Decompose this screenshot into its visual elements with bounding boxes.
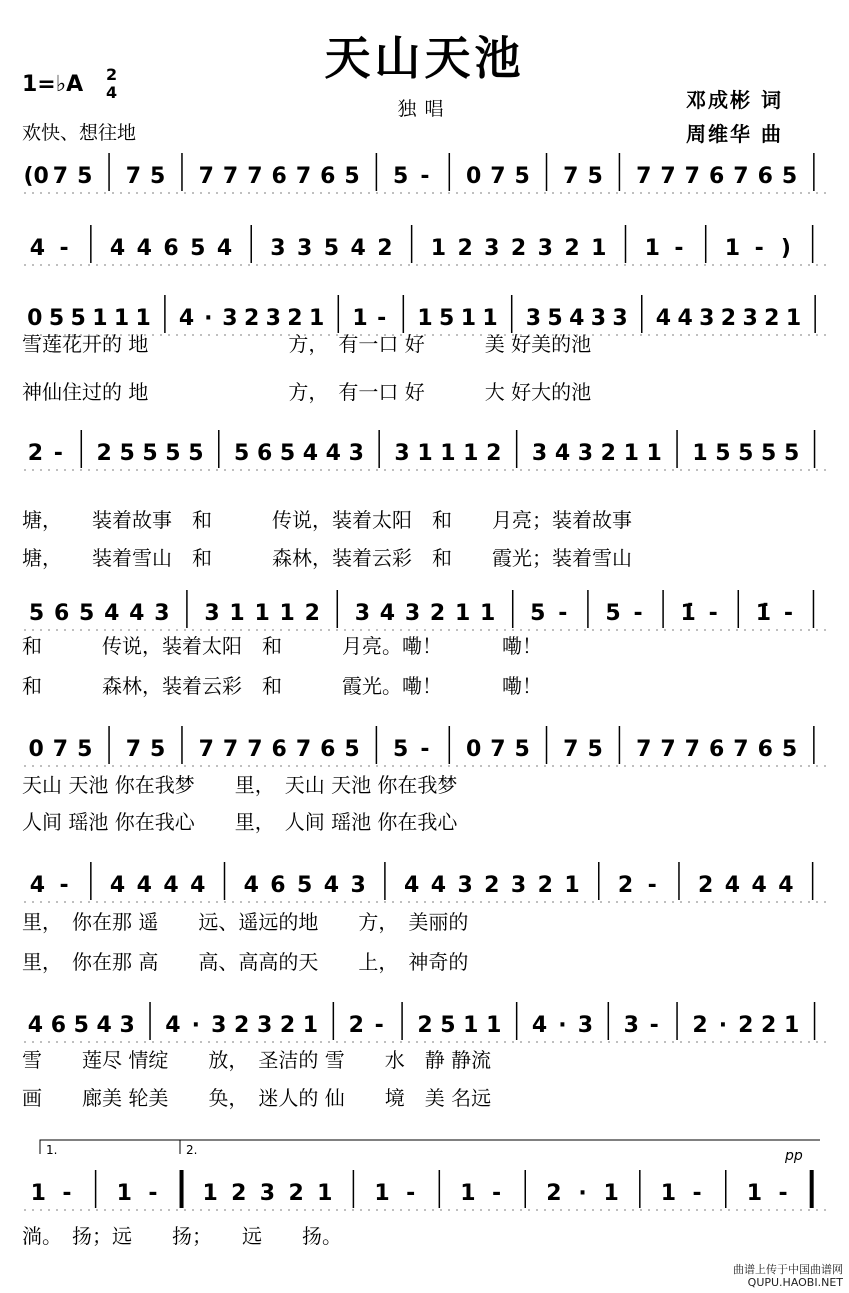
note: - — [420, 164, 430, 189]
note: 5 — [150, 164, 166, 189]
meter-top: 2 — [106, 65, 118, 84]
note: 1̇ — [680, 601, 696, 626]
note: 1 — [480, 601, 496, 626]
note: 5 — [781, 737, 798, 762]
note: - — [649, 1013, 659, 1038]
note: 3 — [590, 306, 607, 331]
note: 2 — [600, 441, 616, 466]
note: 5 — [150, 737, 166, 762]
note: 1 — [646, 441, 662, 466]
note: 5 — [73, 1013, 89, 1038]
note: 1̇ — [755, 601, 771, 626]
note: 6 — [53, 601, 70, 626]
note: 5 — [48, 306, 65, 331]
note: - — [59, 873, 69, 898]
note: 5 — [547, 306, 563, 331]
note: 4 — [430, 873, 447, 898]
note: 5 — [761, 441, 777, 466]
note: 1 — [92, 306, 108, 331]
note: 6 — [708, 164, 725, 189]
note: 3 — [394, 441, 410, 466]
note: 2 — [234, 1013, 250, 1038]
note: · — [191, 1013, 201, 1038]
composer-credit: 周维华 曲 — [686, 122, 783, 146]
lyric-line: 画 廊美 轮美 奂， 迷人的 仙 境 美 名远 — [22, 1086, 492, 1110]
note: 3 — [404, 601, 421, 626]
note: 4 — [531, 1013, 548, 1038]
note: 3 — [256, 1013, 273, 1038]
note: 6 — [320, 164, 336, 189]
note: 2 — [377, 236, 393, 261]
key-signature: 1=♭A — [22, 72, 84, 97]
note: 4 — [163, 873, 179, 898]
note: 3 — [510, 873, 527, 898]
note: 1 — [460, 306, 477, 331]
note: 5 — [439, 306, 455, 331]
note: 5 — [530, 601, 546, 626]
note: 5 — [188, 441, 204, 466]
note: · — [718, 1013, 728, 1038]
note: 3 — [577, 1013, 594, 1038]
note: 7 — [125, 164, 142, 189]
note: 4 — [27, 1013, 44, 1038]
note: 7 — [295, 737, 312, 762]
note: 1 — [644, 236, 660, 261]
note: 5 — [344, 164, 360, 189]
lyricist-credit: 邓成彬 词 — [686, 88, 783, 112]
note: 5 — [514, 737, 530, 762]
volta-bracket-2 — [180, 1140, 820, 1154]
note: 7 — [684, 164, 700, 189]
note: 2 — [279, 1013, 296, 1038]
note: 4 — [190, 873, 206, 898]
note: 1 — [374, 1181, 390, 1206]
note: - — [708, 601, 718, 626]
note: 7 — [733, 164, 749, 189]
note: 5 — [781, 164, 798, 189]
note: 5 — [79, 601, 95, 626]
note: 4 — [403, 873, 420, 898]
note: 4 — [302, 441, 319, 466]
lyric-line: 塘， 装着雪山 和 森林，装着云彩 和 霞光；装着雪山 — [22, 546, 632, 570]
note: - — [374, 1013, 384, 1038]
song-title: 天山天池 — [324, 31, 525, 85]
note: 3 — [348, 441, 364, 466]
note: 1 — [564, 873, 580, 898]
note: 4 — [243, 873, 259, 898]
note: 3 — [531, 441, 548, 466]
note: 7 — [198, 737, 214, 762]
note: 6 — [757, 737, 773, 762]
note: 4 — [677, 306, 693, 331]
note: 5 — [393, 164, 409, 189]
note: 7 — [247, 737, 263, 762]
note: 0 — [28, 737, 44, 762]
note: 7 — [490, 164, 506, 189]
note: 7 — [52, 737, 69, 762]
note: 4 — [136, 873, 152, 898]
lyric-line: 天山 天池 你在我梦 里， 天山 天池 你在我梦 — [22, 773, 458, 797]
lyric-line: 和 森林，装着云彩 和 霞光。嘞！ 嘞！ — [22, 674, 542, 698]
note: 1 — [308, 306, 325, 331]
note: 2 — [617, 873, 634, 898]
note: 2 — [348, 1013, 364, 1038]
note: 4 — [325, 441, 341, 466]
note: 3 — [204, 601, 220, 626]
note: - — [406, 1181, 416, 1206]
note: 5 — [119, 441, 135, 466]
lyric-line: 和 传说，装着太阳 和 月亮。嘞！ 嘞！ — [22, 634, 542, 658]
note: - — [783, 601, 793, 626]
note: 1 — [229, 601, 245, 626]
note: 3 — [222, 306, 238, 331]
watermark-line2: QUPU.HAOBI.NET — [747, 1276, 843, 1289]
note: 4 — [569, 306, 585, 331]
note: - — [558, 601, 568, 626]
note: 3 — [537, 236, 553, 261]
note: 7 — [295, 164, 312, 189]
note: - — [62, 1181, 72, 1206]
watermark-line1: 曲谱上传于中国曲谱网 — [733, 1263, 843, 1276]
note: 3 — [742, 306, 758, 331]
note: 3 — [577, 441, 594, 466]
note: 0 — [465, 164, 482, 189]
note: 1 — [623, 441, 639, 466]
lyric-line: 人间 瑶池 你在我心 里， 人间 瑶池 你在我心 — [22, 810, 458, 834]
note: 1 — [463, 441, 479, 466]
volta-bracket-1 — [40, 1140, 180, 1154]
lyric-line: 淌。 扬；远 扬； 远 扬。 — [22, 1224, 342, 1248]
note: 4 — [29, 236, 46, 261]
watermark — [733, 1263, 843, 1289]
note: 5 — [77, 164, 93, 189]
note: - — [633, 601, 643, 626]
note: 2 — [243, 306, 260, 331]
note: 3 — [154, 601, 170, 626]
note: 1 — [460, 1181, 476, 1206]
note: 1 — [660, 1181, 677, 1206]
note: 3 — [699, 306, 715, 331]
note: 7 — [563, 737, 579, 762]
note: 5 — [587, 737, 603, 762]
note: · — [558, 1013, 567, 1038]
note: - — [692, 1181, 702, 1206]
note: 3 — [350, 873, 366, 898]
note: - — [377, 306, 387, 331]
lyric-line: 神仙住过的 地 方， 有一口 好 大 好大的池 — [22, 380, 592, 404]
note: 2 — [304, 601, 320, 626]
note: 1 — [279, 601, 295, 626]
note: 5 — [297, 873, 313, 898]
note: 7 — [636, 737, 652, 762]
note: 4 — [778, 873, 794, 898]
note: 6 — [256, 441, 273, 466]
note: 5 — [738, 441, 754, 466]
note: 4 — [323, 873, 340, 898]
note: 1 — [302, 1013, 319, 1038]
note: · — [578, 1181, 587, 1206]
note: 1 — [783, 1013, 800, 1038]
note: 5 — [70, 306, 86, 331]
note: 7 — [490, 737, 506, 762]
note: 2 — [457, 236, 473, 261]
note: 1 — [603, 1181, 619, 1206]
note: 5 — [28, 601, 45, 626]
note: 2 — [564, 236, 580, 261]
note: 1 — [116, 1181, 132, 1206]
note: 1 — [352, 306, 368, 331]
note: 6 — [50, 1013, 67, 1038]
note: 7 — [684, 737, 700, 762]
note: 3 — [623, 1013, 639, 1038]
note: 4 — [724, 873, 741, 898]
note: 1 — [746, 1181, 763, 1206]
note: 6 — [757, 164, 773, 189]
note: 4 — [104, 601, 120, 626]
note: 4 — [165, 1013, 181, 1038]
note: 1 — [482, 306, 498, 331]
note: 1 — [135, 306, 151, 331]
note: 5 — [605, 601, 621, 626]
note: 4 — [109, 236, 126, 261]
note: · — [204, 306, 213, 331]
note: 6 — [270, 873, 286, 898]
note: 5 — [142, 441, 158, 466]
note: 4 — [96, 1013, 112, 1038]
note: 4 — [751, 873, 767, 898]
note: (0 — [23, 164, 49, 189]
note: 3 — [259, 1181, 276, 1206]
note: 1 — [463, 1013, 479, 1038]
note: 2 — [720, 306, 737, 331]
note: 2 — [231, 1181, 247, 1206]
note: 5 — [77, 737, 93, 762]
lyric-line: 里， 你在那 高 高、高高的天 上， 神奇的 — [22, 950, 469, 974]
note: 2 — [698, 873, 714, 898]
note: 5 — [440, 1013, 456, 1038]
note: 1 — [785, 306, 802, 331]
performance-type: 独唱 — [397, 98, 452, 120]
note: 7 — [660, 164, 676, 189]
note: 3 — [297, 236, 313, 261]
note: 2 — [287, 306, 303, 331]
note: 5 — [715, 441, 731, 466]
note: 2 — [429, 601, 446, 626]
note: 5 — [393, 737, 409, 762]
volta-label: 2. — [186, 1143, 198, 1157]
note: 5 — [514, 164, 530, 189]
note: 5 — [165, 441, 181, 466]
note: 4 — [136, 236, 152, 261]
note: 1 — [417, 441, 433, 466]
note: 7 — [733, 737, 749, 762]
note: 6 — [271, 737, 287, 762]
note: 2 — [546, 1181, 562, 1206]
note: 3 — [211, 1013, 227, 1038]
note: - — [148, 1181, 158, 1206]
note: 2 — [761, 1013, 777, 1038]
note: 5 — [279, 441, 296, 466]
note: 7 — [198, 164, 214, 189]
note: 1 — [486, 1013, 502, 1038]
lyric-line: 雪莲花开的 地 方， 有一口 好 美 好美的池 — [22, 332, 592, 356]
note: 7 — [563, 164, 579, 189]
note: 1 — [440, 441, 456, 466]
note: 5 — [344, 737, 360, 762]
note: 5 — [783, 441, 800, 466]
note: 3 — [457, 873, 473, 898]
note: - — [492, 1181, 502, 1206]
note: 5 — [587, 164, 603, 189]
note: 6 — [271, 164, 287, 189]
note: 3 — [265, 306, 281, 331]
note: 2 — [764, 306, 780, 331]
note: 6 — [320, 737, 336, 762]
note: 7 — [125, 737, 142, 762]
note: 1 — [692, 441, 708, 466]
note: 1 — [724, 236, 741, 261]
note: 1 — [591, 236, 607, 261]
dynamic-marking: pp — [785, 1148, 803, 1164]
note: 7 — [52, 164, 69, 189]
note: 2 — [27, 441, 44, 466]
note: 2 — [537, 873, 553, 898]
note: 3 — [612, 306, 628, 331]
note: 0 — [465, 737, 482, 762]
note: 2 — [417, 1013, 433, 1038]
note: 3 — [354, 601, 370, 626]
note: 4 — [655, 306, 672, 331]
note: 2 — [510, 236, 527, 261]
note: 4 — [178, 306, 195, 331]
note: - — [53, 441, 63, 466]
note: 6 — [708, 737, 725, 762]
note: 2 — [738, 1013, 754, 1038]
lyric-line: 里， 你在那 遥 远、遥远的地 方， 美丽的 — [22, 910, 469, 934]
note: 3 — [270, 236, 286, 261]
note: 3 — [484, 236, 500, 261]
note: - — [674, 236, 684, 261]
note: 4 — [216, 236, 233, 261]
note: 4 — [350, 236, 366, 261]
note: 1 — [430, 236, 447, 261]
note: 5 — [323, 236, 340, 261]
note: 7 — [222, 164, 239, 189]
note: - — [420, 737, 430, 762]
meter-bottom: 4 — [106, 83, 118, 102]
note: - — [59, 236, 69, 261]
note: 1 — [30, 1181, 46, 1206]
note: 7 — [247, 164, 263, 189]
note: 0 — [27, 306, 43, 331]
note: 2 — [692, 1013, 708, 1038]
note: - — [778, 1181, 788, 1206]
note: 1 — [317, 1181, 333, 1206]
note: 5 — [190, 236, 206, 261]
note: 7 — [636, 164, 652, 189]
lyric-line: 塘， 装着故事 和 传说，装着太阳 和 月亮；装着故事 — [22, 508, 632, 532]
note: 4 — [554, 441, 571, 466]
note: 4 — [29, 873, 46, 898]
note: 5 — [234, 441, 250, 466]
note: 4 — [109, 873, 126, 898]
note: 3 — [525, 306, 542, 331]
note: 7 — [660, 737, 676, 762]
tempo-marking: 欢快、想往地 — [22, 122, 137, 144]
note: 1 — [113, 306, 130, 331]
note: 2 — [484, 873, 500, 898]
note: 4 — [129, 601, 145, 626]
note: ) — [780, 236, 791, 261]
volta-label: 1. — [46, 1143, 58, 1157]
note: 1 — [202, 1181, 218, 1206]
note: 7 — [222, 737, 239, 762]
note: 2 — [486, 441, 502, 466]
note: 1 — [254, 601, 270, 626]
lyric-line: 雪 莲尽 情绽 放， 圣洁的 雪 水 静 静流 — [22, 1048, 492, 1072]
note: 4 — [379, 601, 396, 626]
note: 1 — [454, 601, 471, 626]
note: 2 — [96, 441, 112, 466]
note: 1 — [417, 306, 433, 331]
note: - — [647, 873, 657, 898]
note: 3 — [119, 1013, 135, 1038]
note: 2 — [288, 1181, 304, 1206]
note: - — [754, 236, 764, 261]
note: 6 — [163, 236, 179, 261]
